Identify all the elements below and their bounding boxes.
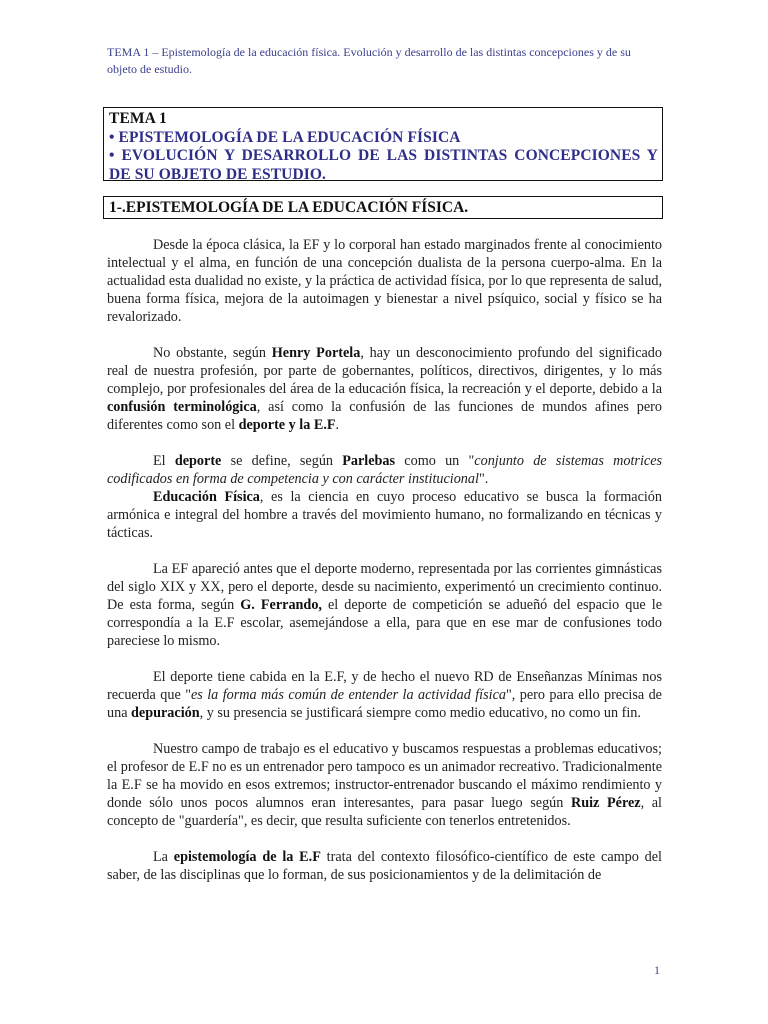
key-term: depuración [131,705,200,721]
key-term: deporte [174,453,222,469]
paragraph-5: La EF apareció antes que el deporte moderno, representada por las corrientes gimnásticas del siglo XIX y XX, pero el deporte, desde su nacimiento, experimentó un crecimiento continuo. De esta forma, según G. Ferrando, el deporte de competición se adueñó del espacio que le correspondía a la E.F escolar, asemejándose a ella, para que en ese mar de confusiones todo pareciese lo mismo. [107,561,663,649]
title-box [103,107,663,181]
key-term: epistemología de la E.F [173,849,321,865]
running-header: TEMA 1 – Epistemología de la educación física. Evolución y desarrollo de las distintas concepciones y de su objeto de estudio. [107,45,631,76]
quote: es la forma más común de entender la actividad física [190,687,506,703]
document-body [107,236,662,884]
author-name: Henry Portela [271,345,361,361]
paragraph-7: Nuestro campo de trabajo es el educativo y buscamos respuestas a problemas educativos; el profesor de E.F no es un entrenador pero tampoco es un animador recreativo. Tradicionalmente la E.F se ha movido en esos extremos; instructor-entrenador buscando el máximo rendimiento y donde sólo unos pocos alumnos eran interesantes, para pasar luego según Ruiz Pérez, al concepto de "guardería", es decir, que resulta suficiente con tenerlos entretenidos. [107,741,662,829]
author-name: Parlebas [342,453,396,469]
topic-title-2: • EVOLUCIÓN Y DESARROLLO DE LAS DISTINTAS CONCEPCIONES Y DE SU OBJETO DE ESTUDIO. [109,147,658,183]
paragraph-1: Desde la época clásica, la EF y lo corporal han estado marginados frente al conocimiento intelectual y el alma, en función de una concepción dualista de la persona cuerpo-alma. En la actualidad esta dualidad no existe, y la práctica de actividad física, por lo que representa de salud, buena forma física, mejora de la autoimagen y bienestar a nivel psíquico, social y físico se ha revalorizado. [107,237,662,325]
author-name: G. Ferrando, [240,597,322,613]
paragraph-2: No obstante, según Henry Portela, hay un desconocimiento profundo del significado real de nuestra profesión, por parte de gobernantes, políticos, directivos, dirigentes, y lo más complejo, por profesionales del área de la educación física, la recreación y el deporte, debido a la confusión terminológica, así como la confusión de las funciones de mundos afines pero diferentes como son el deporte y la E.F. [107,345,662,433]
section-heading: 1-.EPISTEMOLOGÍA DE LA EDUCACIÓN FÍSICA. [103,196,663,219]
key-term: Educación Física [153,489,260,505]
paragraph-4: Educación Física, es la ciencia en cuyo proceso educativo se busca la formación armónica e integral del hombre a través del movimiento humano, no formalizando en técnicas y tácticas. [107,489,662,541]
paragraph-6: El deporte tiene cabida en la E.F, y de hecho el nuevo RD de Enseñanzas Mínimas nos recuerda que "es la forma más común de entender la actividad física", pero para ello precisa de una depuración, y su presencia se justificará siempre como medio educativo, no como un fin. [107,669,662,721]
key-term: confusión terminológica [107,399,257,415]
paragraph-3: El deporte se define, según Parlebas como un "conjunto de sistemas motrices codificados en forma de competencia y con carácter institucional". [107,453,663,487]
page-number: 1 [654,963,660,977]
definition-quote: conjunto de sistemas motrices codificados en forma de competencia y con carácter institucional [107,453,663,487]
topic-title-1: • EPISTEMOLOGÍA DE LA EDUCACIÓN FÍSICA [109,128,461,146]
author-name: Ruiz Pérez [570,795,641,811]
key-term: deporte y la E.F [238,417,336,433]
topic-number: TEMA 1 [109,110,167,127]
paragraph-8: La epistemología de la E.F trata del contexto filosófico-científico de este campo del saber, de las disciplinas que lo forman, de sus posicionamientos y de la delimitación de [107,849,662,883]
